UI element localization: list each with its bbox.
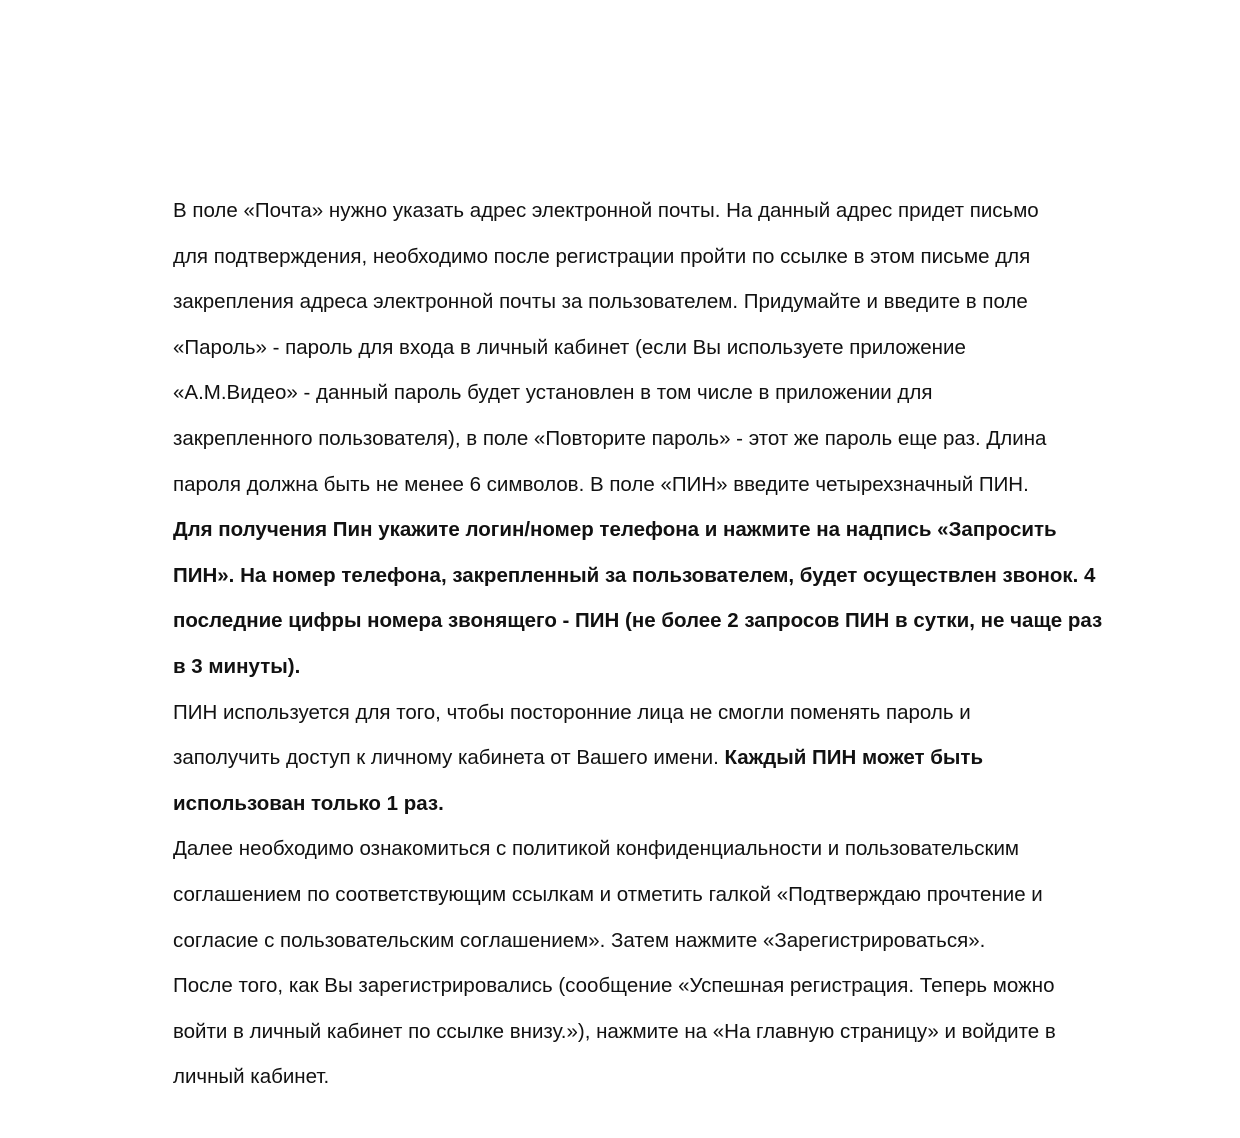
text-line [173, 370, 1173, 416]
text-run: заполучить доступ к личному кабинета от Вашего имени. [173, 746, 725, 770]
text-line [173, 325, 1173, 371]
text-run: Далее необходимо ознакомиться с политикой конфиденциальности и пользовательским [173, 837, 1020, 861]
text-run: пароля должна быть не менее 6 символов. В поле «ПИН» введите четырехзначный ПИН. [173, 472, 1029, 496]
text-line [173, 781, 1173, 827]
bold-text-run: в 3 минуты). [173, 654, 301, 678]
text-line [173, 690, 1173, 736]
bold-text-run: использован только 1 раз. [173, 791, 444, 815]
bold-text-run: Каждый ПИН может быть [724, 746, 984, 770]
text-line [173, 644, 1173, 690]
text-line [173, 598, 1173, 644]
text-line [173, 735, 1173, 781]
bold-text-run: последние цифры номера звонящего - ПИН (не более 2 запросов ПИН в сутки, не чаще раз [173, 609, 1103, 633]
text-line [173, 872, 1173, 918]
text-run: войти в личный кабинет по ссылке внизу.»), нажмите на «На главную страницу» и войдите в [173, 1019, 1056, 1043]
text-run: закрепленного пользователя), в поле «Повторите пароль» - этот же пароль еще раз. Длина [173, 426, 1047, 450]
text-run: закрепления адреса электронной почты за пользователем. Придумайте и введите в поле [173, 290, 1028, 314]
text-line [173, 234, 1173, 280]
text-line [173, 416, 1173, 462]
bold-text-run: Для получения Пин укажите логин/номер телефона и нажмите на надпись «Запросить [173, 518, 1057, 542]
document-body [173, 188, 1173, 1100]
text-run: После того, как Вы зарегистрировались (сообщение «Успешная регистрация. Теперь можно [173, 974, 1055, 998]
text-line [173, 507, 1173, 553]
text-line [173, 826, 1173, 872]
text-run: личный кабинет. [173, 1065, 330, 1089]
text-line [173, 188, 1173, 234]
text-run: соглашением по соответствующим ссылкам и отметить галкой «Подтверждаю прочтение и [173, 882, 1043, 906]
text-run: «А.М.Видео» - данный пароль будет установлен в том числе в приложении для [173, 381, 933, 405]
paragraph [173, 826, 1173, 963]
text-run: В поле «Почта» нужно указать адрес электронной почты. На данный адрес придет письмо [173, 199, 1039, 222]
paragraph [173, 188, 1173, 690]
text-run: ПИН используется для того, чтобы посторонние лица не смогли поменять пароль и [173, 700, 971, 724]
text-line [173, 279, 1173, 325]
text-run: для подтверждения, необходимо после регистрации пройти по ссылке в этом письме для [173, 244, 1031, 268]
text-line [173, 553, 1173, 599]
text-line [173, 963, 1173, 1009]
text-run: согласие с пользовательским соглашением». Затем нажмите «Зарегистрироваться». [173, 928, 986, 952]
paragraph [173, 963, 1173, 1100]
text-run: «Пароль» - пароль для входа в личный кабинет (если Вы используете приложение [173, 335, 966, 359]
text-line [173, 1009, 1173, 1055]
paragraph [173, 690, 1173, 827]
text-line [173, 462, 1173, 508]
text-line [173, 918, 1173, 964]
text-line [173, 1054, 1173, 1100]
bold-text-run: ПИН». На номер телефона, закрепленный за пользователем, будет осуществлен звонок. 4 [173, 563, 1096, 587]
